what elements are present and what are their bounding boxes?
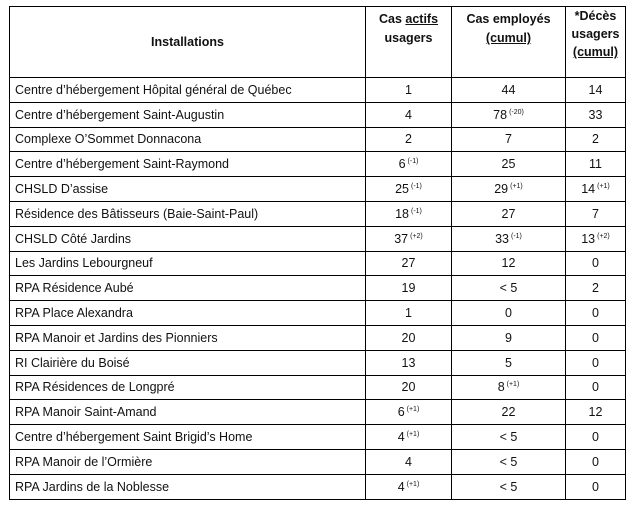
active-cases-cell-change: (+2) [410,232,423,240]
active-cases-cell [366,301,452,326]
employee-cases-cell [452,400,566,425]
active-cases-cell-value: 37 [394,231,409,246]
installation-name: Centre d’hébergement Saint-Raymond [10,152,366,177]
active-cases-cell-value: 20 [401,330,416,345]
table-row [10,400,626,425]
active-cases-cell [366,102,452,127]
deaths-cell-value: 2 [592,132,599,147]
header-employees-line2: (cumul) [485,31,532,45]
table-header [10,7,626,78]
active-cases-cell-value: 27 [401,256,416,271]
header-employee-cases [452,7,566,78]
header-deaths-line3: (cumul) [572,45,619,59]
installation-name: CHSLD Côté Jardins [10,226,366,251]
installation-name: Résidence des Bâtisseurs (Baie-Saint-Paul) [10,201,366,226]
header-active-underlined: actifs [405,12,439,26]
employee-cases-cell-value: 22 [501,405,516,420]
employee-cases-cell-change: (-1) [511,232,522,240]
active-cases-cell-value: 2 [405,132,412,147]
employee-cases-cell-value: 33 [495,231,509,246]
active-cases-cell [366,78,452,103]
header-installations-label: Installations [151,34,224,49]
cases-table [9,6,626,500]
employee-cases-cell [452,152,566,177]
employee-cases-cell [452,226,566,251]
employee-cases-cell [452,127,566,152]
installation-name: RPA Place Alexandra [10,301,366,326]
active-cases-cell-value: 20 [401,380,416,395]
deaths-cell [566,350,626,375]
deaths-cell [566,474,626,499]
table-row [10,350,626,375]
header-active-line2: usagers [384,31,433,45]
deaths-cell-value: 0 [592,355,599,370]
employee-cases-cell-value: < 5 [499,430,518,445]
employee-cases-cell-value: 8 [497,380,505,395]
employee-cases-cell [452,276,566,301]
employee-cases-cell [452,201,566,226]
active-cases-cell-value: 1 [405,82,412,97]
active-cases-cell-change: (+1) [406,431,420,439]
active-cases-cell-value: 18 [395,206,409,221]
deaths-cell-value: 2 [592,281,599,296]
active-cases-cell-value: 13 [401,355,416,370]
deaths-cell-value: 0 [592,430,599,445]
employee-cases-cell-value: < 5 [499,454,518,469]
active-cases-cell-value: 6 [397,405,405,420]
employee-cases-cell [452,251,566,276]
table-row [10,152,626,177]
deaths-cell [566,400,626,425]
deaths-cell-value: 0 [592,256,599,271]
header-installations [10,7,366,78]
header-deaths-line1: *Décès [574,9,617,23]
table-row [10,449,626,474]
active-cases-cell-value: 4 [397,479,405,494]
active-cases-cell [366,127,452,152]
deaths-cell [566,177,626,202]
employee-cases-cell [452,177,566,202]
employee-cases-cell [452,425,566,450]
installation-name: RPA Résidence Aubé [10,276,366,301]
employee-cases-cell-value: 5 [505,355,512,370]
deaths-cell [566,127,626,152]
employee-cases-cell [452,301,566,326]
deaths-cell [566,375,626,400]
table-row [10,474,626,499]
deaths-cell [566,325,626,350]
deaths-cell [566,251,626,276]
employee-cases-cell [452,474,566,499]
deaths-cell-value: 12 [588,405,603,420]
active-cases-cell [366,350,452,375]
active-cases-cell-value: 25 [395,182,409,197]
employee-cases-cell [452,78,566,103]
deaths-cell [566,152,626,177]
table-row [10,276,626,301]
installation-name: RPA Résidences de Longpré [10,375,366,400]
deaths-cell-value: 7 [592,206,599,221]
deaths-cell [566,78,626,103]
installation-name: Centre d’hébergement Saint-Augustin [10,102,366,127]
table-row [10,226,626,251]
header-deaths [566,7,626,78]
deaths-cell [566,449,626,474]
active-cases-cell [366,449,452,474]
header-row [10,7,626,78]
employee-cases-cell-change: (+1) [510,183,523,191]
installation-name: Centre d’hébergement Saint Brigid’s Home [10,425,366,450]
installation-name: Centre d’hébergement Hôpital général de Québec [10,78,366,103]
table-row [10,251,626,276]
active-cases-cell [366,226,452,251]
employee-cases-cell-value: 78 [493,107,508,122]
active-cases-cell-value: 4 [405,454,412,469]
active-cases-cell-value: 4 [405,107,412,122]
employee-cases-cell-value: 44 [501,82,516,97]
active-cases-cell-value: 1 [405,306,412,321]
active-cases-cell [366,325,452,350]
deaths-cell-value: 13 [581,231,596,246]
active-cases-cell-value: 6 [398,157,406,172]
employee-cases-cell-value: 0 [505,306,512,321]
deaths-cell-value: 0 [592,330,599,345]
employee-cases-cell [452,102,566,127]
table-body [10,78,626,500]
installation-name: RI Clairière du Boisé [10,350,366,375]
employee-cases-cell [452,375,566,400]
table-row [10,375,626,400]
deaths-cell-value: 11 [589,157,602,172]
deaths-cell-value: 0 [592,479,599,494]
cases-table-container [9,6,626,500]
installation-name: Complexe O’Sommet Donnacona [10,127,366,152]
active-cases-cell [366,152,452,177]
installation-name: RPA Manoir Saint-Amand [10,400,366,425]
table-row [10,425,626,450]
employee-cases-cell [452,449,566,474]
active-cases-cell [366,251,452,276]
active-cases-cell [366,375,452,400]
active-cases-cell-change: (-1) [411,207,422,215]
table-row [10,177,626,202]
active-cases-cell-change: (-1) [411,183,422,191]
employee-cases-cell-value: 7 [505,132,512,147]
installation-name: RPA Manoir et Jardins des Pionniers [10,325,366,350]
active-cases-cell-change: (-1) [407,158,419,166]
header-employees-line1: Cas employés [466,12,551,26]
table-row [10,301,626,326]
deaths-cell-change: (+1) [597,183,610,191]
table-row [10,201,626,226]
deaths-cell-value: 33 [588,107,603,122]
header-active-line1 [366,10,451,29]
active-cases-cell [366,400,452,425]
employee-cases-cell-value: < 5 [499,281,518,296]
header-active-pre: Cas [378,12,406,26]
table-row [10,325,626,350]
active-cases-cell-value: 19 [401,281,416,296]
active-cases-cell-value: 4 [397,430,405,445]
table-row [10,127,626,152]
employee-cases-cell-value: 9 [505,330,512,345]
active-cases-cell-change: (+1) [406,480,420,488]
deaths-cell-value: 14 [581,182,596,197]
deaths-cell [566,301,626,326]
deaths-cell-value: 0 [592,380,599,395]
active-cases-cell [366,177,452,202]
header-active-cases [366,7,452,78]
installation-name: RPA Manoir de l’Ormière [10,449,366,474]
employee-cases-cell-change: (+1) [506,381,520,389]
active-cases-cell [366,474,452,499]
deaths-cell-change: (+2) [597,232,610,240]
deaths-cell [566,201,626,226]
deaths-cell-value: 0 [592,454,599,469]
employee-cases-cell-value: 27 [501,206,516,221]
table-row [10,102,626,127]
deaths-cell [566,425,626,450]
installation-name: CHSLD D’assise [10,177,366,202]
employee-cases-cell-value: 12 [501,256,516,271]
active-cases-cell [366,276,452,301]
header-deaths-line2: usagers [571,27,620,41]
deaths-cell-value: 14 [588,82,603,97]
employee-cases-cell-value: 25 [501,157,516,172]
installation-name: RPA Jardins de la Noblesse [10,474,366,499]
deaths-cell-value: 0 [592,306,599,321]
deaths-cell [566,102,626,127]
employee-cases-cell-value: < 5 [499,479,518,494]
employee-cases-cell-value: 29 [494,182,509,197]
deaths-cell [566,276,626,301]
employee-cases-cell-change: (-20) [509,108,524,116]
active-cases-cell-change: (+1) [406,406,420,414]
installation-name: Les Jardins Lebourgneuf [10,251,366,276]
active-cases-cell [366,425,452,450]
employee-cases-cell [452,325,566,350]
deaths-cell [566,226,626,251]
active-cases-cell [366,201,452,226]
table-row [10,78,626,103]
employee-cases-cell [452,350,566,375]
